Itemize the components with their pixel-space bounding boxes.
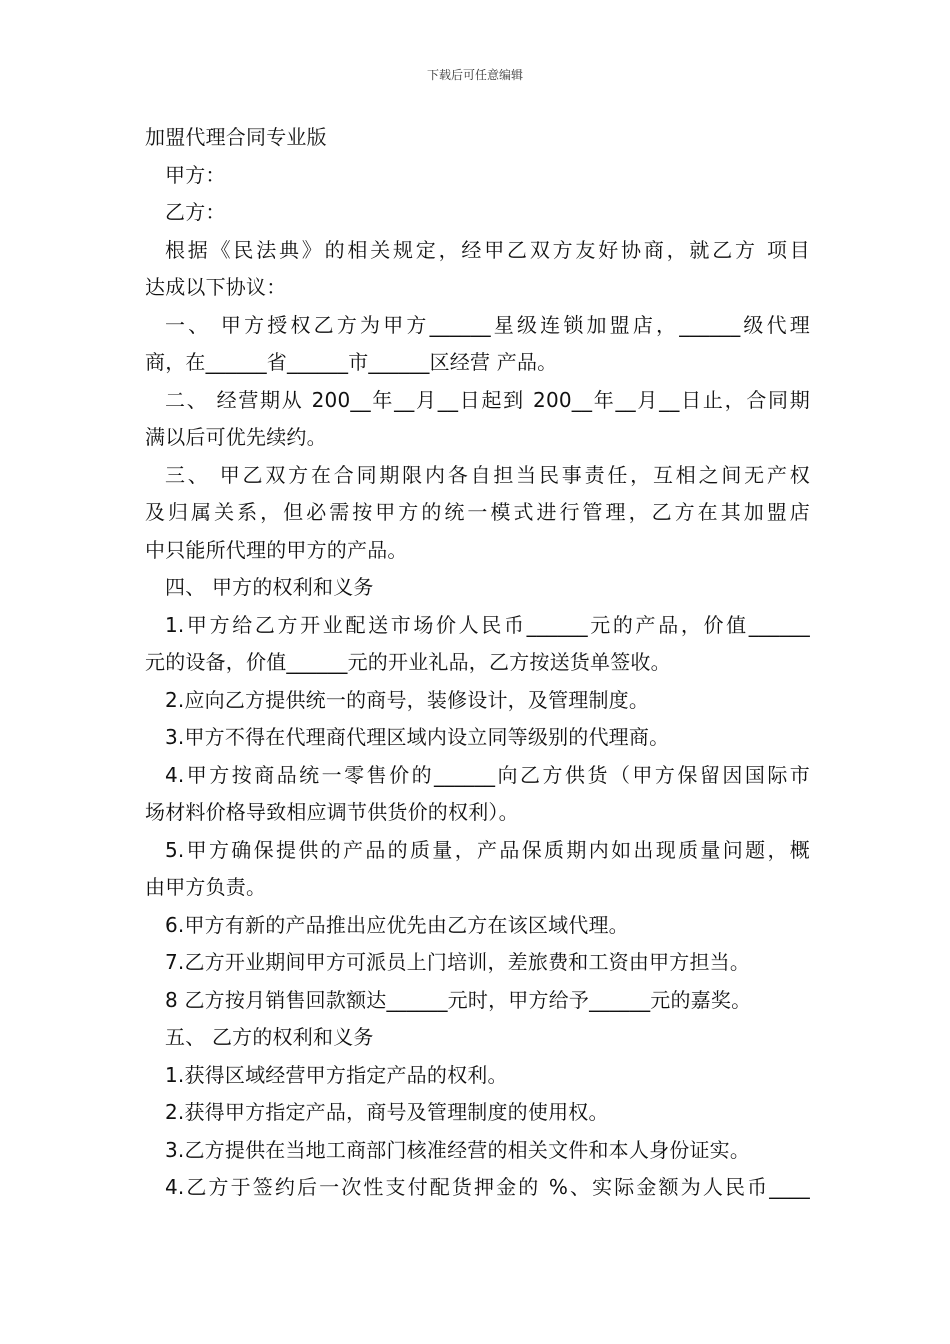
doc-line: 场材料价格导致相应调节供货价的权利）。: [145, 800, 519, 824]
doc-line: 及归属关系，但必需按甲方的统一模式进行管理，乙方在其加盟店: [145, 500, 810, 524]
doc-line: 根据《民法典》的相关规定，经甲乙双方友好协商，就乙方 项目: [165, 237, 810, 262]
doc-line: 8 乙方按月销售回款额达______元时，甲方给予______元的嘉奖。: [165, 987, 752, 1012]
doc-line: 乙方：: [165, 200, 226, 224]
doc-line: 4.甲方按商品统一零售价的______向乙方供货（甲方保留因国际市: [165, 762, 810, 787]
doc-line: 商，在______省______市______区经营 产品。: [145, 350, 558, 374]
doc-line: 4.乙方于签约后一次性支付配货押金的 %、实际金额为人民币____: [165, 1175, 810, 1199]
doc-line: 6.甲方有新的产品推出应优先由乙方在该区域代理。: [165, 912, 629, 937]
doc-line: 甲方：: [165, 162, 226, 187]
doc-line: 一、 甲方授权乙方为甲方______星级连锁加盟店，______级代理: [165, 312, 810, 337]
doc-line: 元的设备，价值______元的开业礼品，乙方按送货单签收。: [145, 650, 671, 674]
doc-line: 达成以下协议：: [145, 275, 287, 299]
doc-line: 三、 甲乙双方在合同期限内各自担当民事责任，互相之间无产权: [165, 462, 810, 487]
doc-line: 2.获得甲方指定产品，商号及管理制度的使用权。: [165, 1100, 609, 1124]
section-heading: 四、 甲方的权利和义务: [165, 575, 374, 599]
doc-title: 加盟代理合同专业版: [145, 125, 327, 149]
doc-line: 1.获得区域经营甲方指定产品的权利。: [165, 1062, 508, 1087]
doc-line: 二、 经营期从 200__年__月__日起到 200__年__月__日止，合同期: [165, 387, 810, 412]
doc-line: 1.甲方给乙方开业配送市场价人民币______元的产品，价值______: [165, 612, 810, 637]
document-body: [145, 119, 810, 1207]
doc-line: 3.甲方不得在代理商代理区域内设立同等级别的代理商。: [165, 725, 670, 749]
doc-line: 5.甲方确保提供的产品的质量，产品保质期内如出现质量问题，概: [165, 837, 810, 862]
doc-line: 中只能所代理的甲方的产品。: [145, 537, 408, 562]
page-header: 下载后可任意编辑: [426, 68, 523, 82]
doc-line: 2.应向乙方提供统一的商号，装修设计，及管理制度。: [165, 687, 650, 712]
doc-line: 7.乙方开业期间甲方可派员上门培训，差旅费和工资由甲方担当。: [165, 950, 751, 974]
section-heading: 五、 乙方的权利和义务: [165, 1025, 374, 1049]
doc-line: 由甲方负责。: [145, 875, 267, 899]
doc-line: 3.乙方提供在当地工商部门核准经营的相关文件和本人身份证实。: [165, 1137, 751, 1162]
doc-line: 满以后可优先续约。: [145, 425, 327, 449]
